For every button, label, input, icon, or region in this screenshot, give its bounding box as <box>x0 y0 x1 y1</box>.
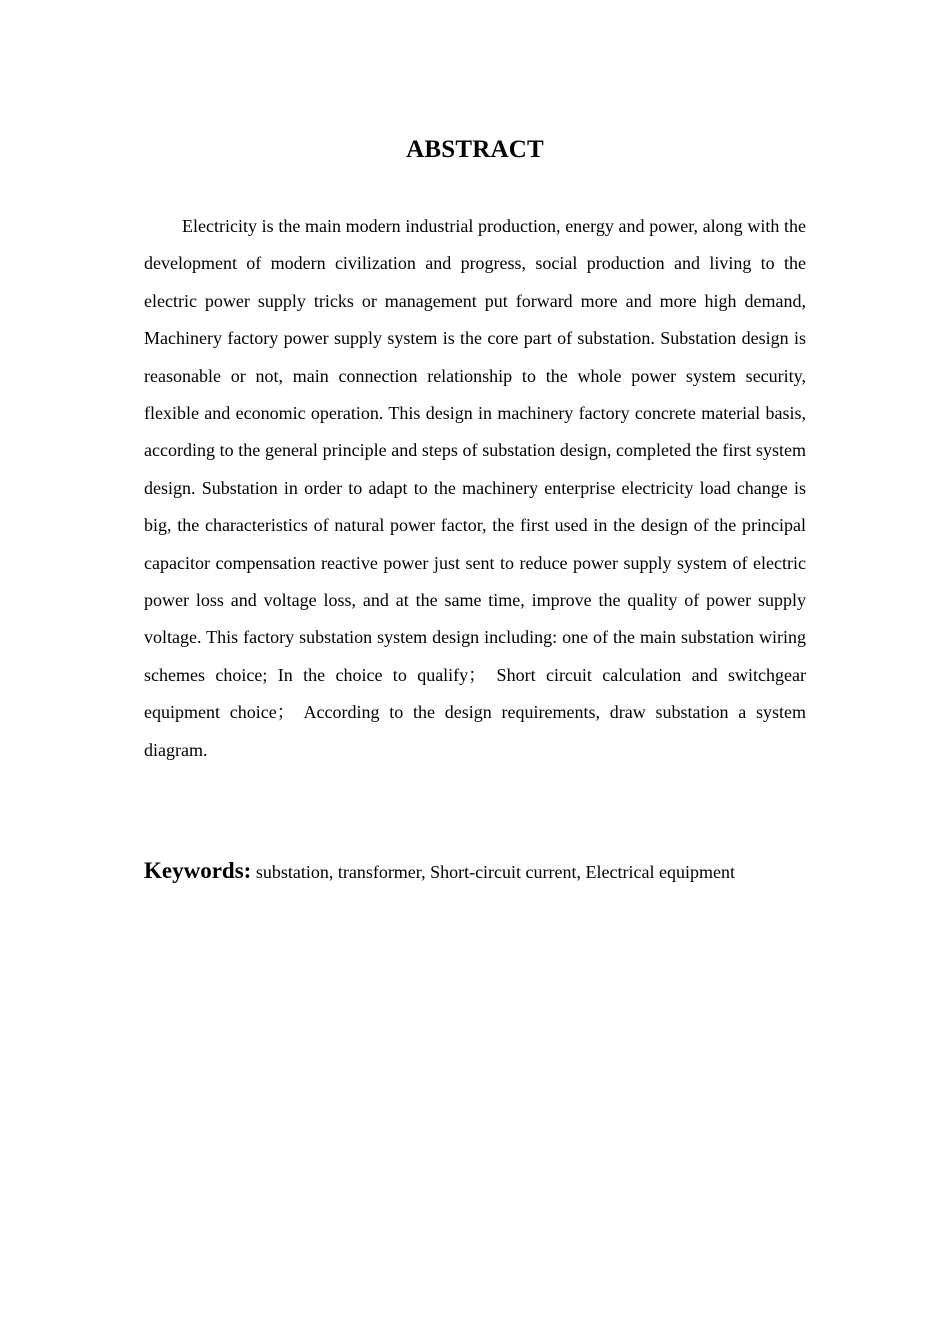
keywords-label: Keywords: <box>144 858 252 883</box>
keywords-value: substation, transformer, Short-circuit current, Electrical equipment <box>255 862 735 882</box>
abstract-title: ABSTRACT <box>406 136 544 163</box>
keywords-line <box>144 853 824 890</box>
abstract-body-paragraph: Electricity is the main modern industrial production, energy and power, along with the development of modern civilization and progress, social production and living to the electric power supply tricks or management put forward more and more high demand, Machinery factory power supply system is the core part of substation. Substation design is reasonable or not, main connection relationship to the whole power system security, flexible and economic operation. This design in machinery factory concrete material basis, according to the general principle and steps of substation design, completed the first system design. Substation in order to adapt to the machinery enterprise electricity load change is big, the characteristics of natural power factor, the first used in the design of the principal capacitor compensation reactive power just sent to reduce power supply system of electric power loss and voltage loss, and at the same time, improve the quality of power supply voltage. This factory substation system design including: one of the main substation wiring schemes choice; In the choice to qualify； Short circuit calculation and switchgear equipment choice； According to the design requirements, draw substation a system diagram. <box>144 216 806 760</box>
